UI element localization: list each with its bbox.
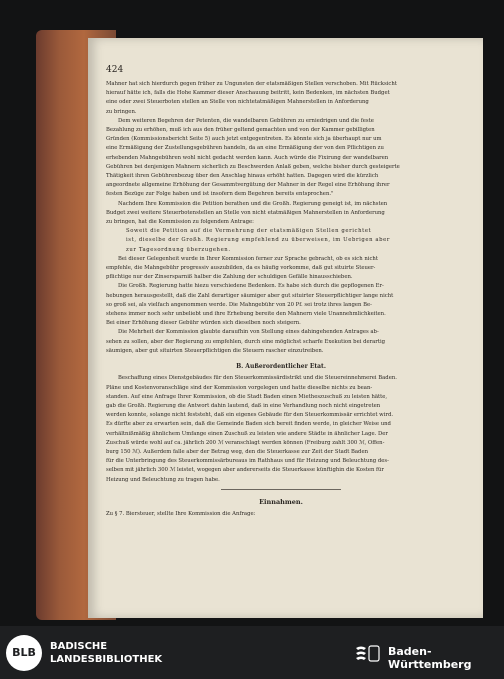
text-line: Heizung und Beleuchtung zu tragen habe. bbox=[106, 476, 220, 483]
text-line: Nachdem Ihre Kommission die Petition berathen und die Großh. Regierung geneigt ist, im nächsten bbox=[118, 200, 388, 207]
text-line: sehen zu sollen, aber der Regierung zu empfehlen, durch eine möglichst scharfe Exekution bei derartig bbox=[106, 338, 386, 345]
paragraph-intro bbox=[106, 80, 456, 117]
paragraph-beer-tax bbox=[106, 510, 456, 519]
footer-bar bbox=[0, 626, 504, 679]
page-text bbox=[106, 64, 456, 519]
text-line: Mahner hat sich hierdurch gegen früher zu Ungunsten der etatsmäßigen Stellen verschoben. Mit Rücksicht bbox=[106, 81, 397, 87]
text-line: gab die Großh. Regierung die Antwort dahin lautend, daß in eine Verhandlung noch nicht eingetreten bbox=[106, 402, 381, 409]
text-line: erhebenden Mahngebühren wohl nicht gedacht werden kann. Auch würde die Fixirung der wandelbaren bbox=[106, 154, 389, 161]
baden-wuerttemberg-label: Baden-Württemberg bbox=[388, 645, 472, 671]
text-line: Die Großh. Regierung hatte hiezu verschiedene Bedenken. Es habe sich durch die gepflogenen Er- bbox=[118, 283, 384, 290]
text-line: Soweit die Petition auf die Vermehrung der etatsmäßigen Stellen gerichtet bbox=[126, 228, 372, 235]
text-line: Gründen (Kommissionsbericht Seite 5) auch jetzt entgegentreten. Es könnte sich ja überhaupt nur um bbox=[106, 136, 382, 143]
text-line: Pläne und Kostenvoranschläge sind der Kommission vorgelegen und hatte dieselbe nichts zu bean- bbox=[106, 384, 373, 391]
paragraph-building bbox=[106, 374, 456, 484]
text-line: zu bringen, hat die Kommission zu folgendem Antrage: bbox=[106, 219, 254, 226]
text-line: angeordnete allgemeine Erhöhung der Gesammtvergütung der Mahner in der Regel eine Erhöhung ihrer bbox=[106, 182, 390, 189]
text-line: standen. Auf eine Anfrage Ihrer Kommission, ob die Stadt Baden einen Mietheszuschuß zu leisten hätte, bbox=[106, 393, 388, 400]
section-heading-extraordinary: B. Außerordentlicher Etat. bbox=[236, 363, 326, 371]
text-line: empfehle, die Mahngebühr progressiv auszubilden, da es häufig vorkomme, daß gut situirte Steuer- bbox=[106, 265, 376, 272]
text-line: für die Unterbringung des Steuerkommissärbureaus im Rathhaus und für Heizung und Beleuchtung des- bbox=[106, 458, 389, 465]
text-line: Die Mehrheit der Kommission glaubte daraufhin von Stellung eines dahingehenden Antrages ab- bbox=[118, 329, 379, 336]
text-line: selben mit jährlich 300 ℳ leistet, wogegen aber andererseits die Steuerkasse künftighin die Kosten für bbox=[106, 467, 384, 474]
section-heading-income: Einnahmen. bbox=[259, 497, 303, 506]
text-line: Zuschuß würde wohl auf ca. jährlich 200 ℳ veranschlagt werden können (Freiburg zahlt 300 ℳ, Offen- bbox=[106, 439, 385, 446]
text-line: verhältnißmäßig ähnlichem Umfange einen Zuschuß zu leisten wie andere Städte in ähnlicher Lage. Der bbox=[106, 430, 388, 437]
text-line: Dem weiteren Begehren der Petenten, die wandelbaren Gebühren zu erniedrigen und die feste bbox=[118, 117, 374, 124]
page-number: 424 bbox=[106, 65, 124, 75]
divider bbox=[221, 489, 341, 490]
blb-name-line-1: BADISCHE bbox=[50, 640, 108, 652]
text-line: säumigen, aber gut situirten Steuerpflichtigen die Steuern rascher einzutreiben. bbox=[106, 347, 324, 354]
blb-name-line-2: LANDESBIBLIOTHEK bbox=[50, 653, 163, 665]
paragraph-progressive-fee bbox=[106, 255, 456, 329]
text-line: Zu § 7. Biersteuer, stellte Ihre Kommission die Anfrage: bbox=[106, 510, 256, 517]
text-line: Gebühren bei denjenigen Mahnern sicherlich zu Beschwerden Anlaß geben, welche bisher durch gesteigerte bbox=[106, 163, 400, 170]
text-line: zu bringen. bbox=[106, 108, 137, 115]
text-line: Thätigkeit ihren Gebührenbezug über den Anschlag hinaus erhöht hatten. Dagegen wird die kürzlich bbox=[106, 173, 379, 180]
text-line: stehens immer noch sehr unbeliebt und ihre Erhebung bereite den Mahnern viele Unannehmlichkeiten. bbox=[106, 311, 386, 318]
text-line: Es dürfte aber zu erwarten sein, daß die Gemeinde Baden sich bereit finden werde, in gleicher Weise und bbox=[106, 421, 391, 428]
text-line: Bei dieser Gelegenheit wurde in Ihrer Kommission ferner zur Sprache gebracht, ob es sich nicht bbox=[118, 255, 378, 262]
text-line: burg 150 ℳ). Außerdem falle aber der Betrag weg, den die Steuerkasse zur Zeit der Stadt Baden bbox=[106, 448, 368, 455]
text-line: Budget zwei weitere Steuerbotenstellen an Stelle von nicht etatmäßigen Mahnerstellen in Anforderung bbox=[106, 209, 385, 216]
text-line: pflichtige nur der Zinsersparniß halber die Zahlung der schuldigen Gefälle hinausschieben. bbox=[106, 274, 353, 281]
three-lions-coat-of-arms-icon bbox=[352, 642, 382, 664]
text-line: eine oder zwei Steuerboten stellen an Stelle von nichtetatmäßigen Mahnerstellen in Anforderung bbox=[106, 99, 369, 106]
book-page bbox=[88, 38, 483, 618]
text-line: Bezahlung zu erhöhen, muß ich aus den früher geltend gemachten und von der Kammer gebilligten bbox=[106, 127, 375, 134]
text-line: hierauf hätte ich, falls die Hohe Kammer dieser Anschauung beitritt, kein Bedenken, im nächsten Budget bbox=[106, 90, 390, 97]
blb-name bbox=[50, 640, 162, 666]
text-line: zur Tagesordnung überzugehen. bbox=[126, 246, 231, 253]
motion-text bbox=[106, 227, 456, 255]
paragraph-majority bbox=[106, 328, 456, 356]
text-line: Bei einer Erhöhung dieser Gebühr würden sich dieselben noch steigern. bbox=[106, 320, 301, 327]
blb-logo[interactable]: BLB bbox=[6, 635, 42, 671]
paragraph-commission bbox=[106, 200, 456, 228]
text-line: Beschaffung eines Dienstgebäudes für den Steuerkommissärdistrikt und die Steuereinnehmerei Baden. bbox=[118, 375, 397, 382]
text-line: so groß sei, als vielfach angenommen werde. Die Mahngebühr von 20 Pf. sei trotz ihres langen Be- bbox=[106, 301, 372, 308]
text-line: ist, dieselbe der Großh. Regierung empfehlend zu überweisen, im Uebrigen aber bbox=[126, 237, 391, 244]
text-line: eine Ermäßigung der Zustellungsgebühren handeln, da an eine Ermäßigung der von den Pflichtigen zu bbox=[106, 145, 384, 152]
text-line: hebungen herausgestellt, daß die Zahl derartiger säumiger aber gut situirter Steuerpflichtiger lange nicht bbox=[106, 292, 394, 299]
text-line: werden konnte, solange nicht feststeht, daß ein eigenes Gebäude für den Steuerkommissär errichtet wird. bbox=[106, 412, 394, 419]
text-line: festen Bezüge zur Folge haben und ist insofern dem Begehren bereits entsprochen." bbox=[106, 191, 334, 198]
paragraph-petition-response bbox=[106, 117, 456, 200]
